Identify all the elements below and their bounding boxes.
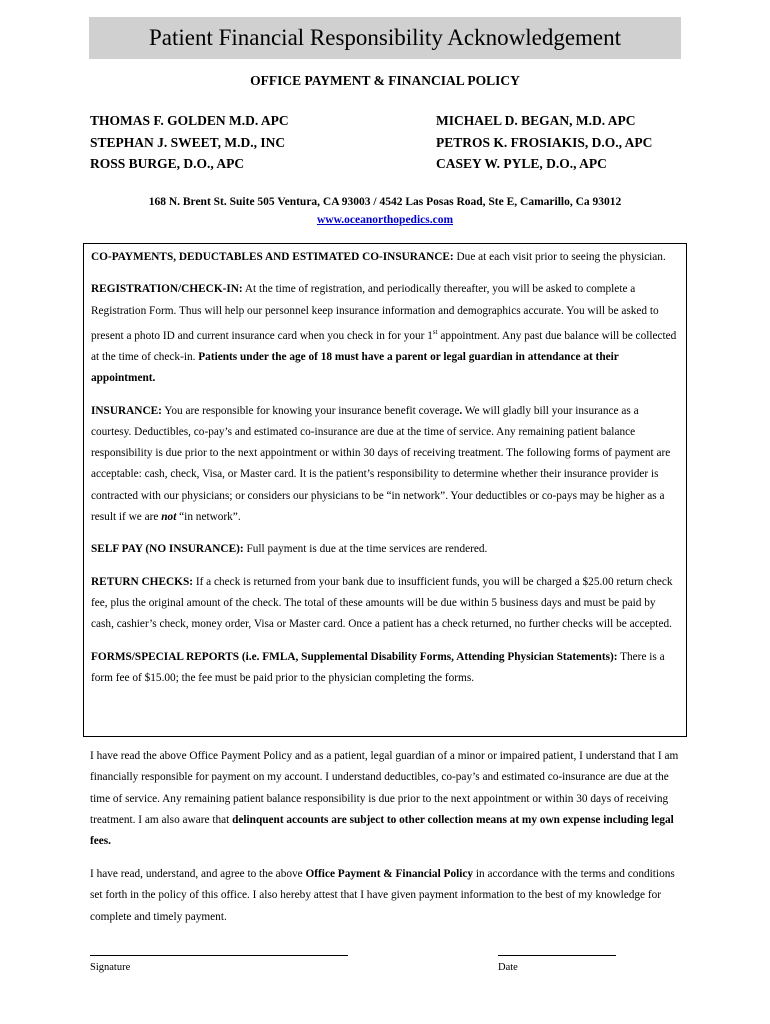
- page-title: Patient Financial Responsibility Acknowledgement: [148, 25, 622, 50]
- insurance-heading: INSURANCE:: [91, 404, 162, 417]
- policy-subtitle: OFFICE PAYMENT & FINANCIAL POLICY: [250, 73, 520, 88]
- insurance-section: [91, 401, 679, 529]
- insurance-text: You are responsible for knowing your insurance benefit coverage: [161, 404, 460, 417]
- forms-heading: FORMS/SPECIAL REPORTS (i.e. FMLA, Supplemental Disability Forms, Attending Physician Statements):: [91, 650, 618, 663]
- date-label: Date: [498, 962, 518, 973]
- doctor-name: THOMAS F. GOLDEN M.D. APC: [90, 113, 289, 128]
- copay-text: Due at each visit prior to seeing the physician.: [453, 251, 666, 263]
- registration-text-cont: appointment. Any past due balance will be collected at the time of check-in.: [91, 329, 677, 363]
- signature-line[interactable]: [90, 955, 348, 956]
- acknowledgement-paragraph-1: [90, 746, 690, 852]
- policy-box: [83, 243, 687, 737]
- return-checks-section: [91, 572, 679, 636]
- forms-section: [91, 647, 679, 690]
- not-emphasis: not: [161, 511, 177, 524]
- signature-label: Signature: [90, 962, 131, 973]
- forms-text: There is a form fee of $15.00; the fee must be paid prior to the physician completing the forms.: [91, 650, 665, 684]
- office-address-block: [0, 193, 770, 229]
- insurance-text-cont: We will gladly bill your insurance as a courtesy. Deductibles, co-pay’s and estimated co-insurance are due at the time of service. Any remaining patient balance responsibility is due prior to the next appointment or within 30 days of receiving treatment. The following forms of payment are acceptable: cash, check, Visa, or Master card. It is the patient’s responsibility to determine whether their insurance provider is contracted with our physicians; or considers our physicians to be “in network”. Your deductibles or co-pays may be higher as a result if we are: [91, 404, 671, 524]
- doctor-name: CASEY W. PYLE, D.O., APC: [436, 156, 607, 171]
- superscript: st: [432, 327, 438, 336]
- acknowledgement-paragraph-2: [90, 864, 690, 928]
- agree-text-cont: in accordance with the terms and conditions set forth in the policy of this office. I also hereby attest that I have given payment information to the best of my knowledge for complete and timely payment.: [90, 868, 675, 923]
- date-line[interactable]: [498, 955, 616, 956]
- delinquent-notice: delinquent accounts are subject to other collection means at my own expense including legal fees.: [90, 813, 674, 848]
- office-address: 168 N. Brent St. Suite 505 Ventura, CA 93003 / 4542 Las Posas Road, Ste E, Camarillo, Ca 93012: [148, 196, 622, 208]
- copay-section: [91, 247, 679, 268]
- insurance-period: .: [459, 404, 463, 417]
- doctor-name: STEPHAN J. SWEET, M.D., INC: [90, 134, 286, 150]
- title-banner: [89, 17, 681, 59]
- selfpay-text: Full payment is due at the time services are rendered.: [243, 543, 488, 556]
- website-link[interactable]: www.oceanorthopedics.com: [316, 214, 454, 226]
- doctors-right-column: [436, 110, 652, 175]
- guardian-notice: Patients under the age of 18 must have a parent or legal guardian in attendance at their appointment.: [91, 350, 619, 385]
- return-heading: RETURN CHECKS:: [91, 575, 193, 588]
- doctors-left-column: [90, 110, 289, 175]
- ack-text: I have read the above Office Payment Policy and as a patient, legal guardian of a minor or impaired patient, I understand that I am financially responsible for payment on my account. I understand deductibles, co-pay’s and estimated co-insurance are due at the time of service. Any remaining patient balance responsibility is due prior to the next appointment or within 30 days of receiving treatment. I am also aware that: [90, 750, 679, 826]
- doctor-name: PETROS K. FROSIAKIS, D.O., APC: [436, 134, 653, 150]
- registration-section: [91, 279, 679, 389]
- registration-text: At the time of registration, and periodically thereafter, you will be asked to complete a Registration Form. Thus will help our personnel keep insurance information and demographics accurate. You will be asked to present a photo ID and current insurance card when you check in for your 1: [91, 283, 659, 342]
- return-text: If a check is returned from your bank due to insufficient funds, you will be charged a $25.00 return check fee, plus the original amount of the check. The total of these amounts will be due within 5 business days and must be paid by cash, cashier’s check, money order, Visa or Master card. Once a patient has a check returned, no further checks will be accepted.: [91, 575, 673, 631]
- selfpay-heading: SELF PAY (NO INSURANCE):: [91, 543, 244, 556]
- selfpay-section: [91, 539, 679, 560]
- registration-heading: REGISTRATION/CHECK-IN:: [91, 283, 243, 296]
- doctor-name: ROSS BURGE, D.O., APC: [90, 156, 245, 171]
- agree-text: I have read, understand, and agree to the above: [90, 868, 306, 880]
- policy-name: Office Payment & Financial Policy: [305, 868, 474, 880]
- copay-heading: CO-PAYMENTS, DEDUCTABLES AND ESTIMATED CO-INSURANCE:: [91, 251, 454, 263]
- insurance-text-end: “in network”.: [176, 511, 241, 524]
- doctor-name: MICHAEL D. BEGAN, M.D. APC: [436, 113, 636, 128]
